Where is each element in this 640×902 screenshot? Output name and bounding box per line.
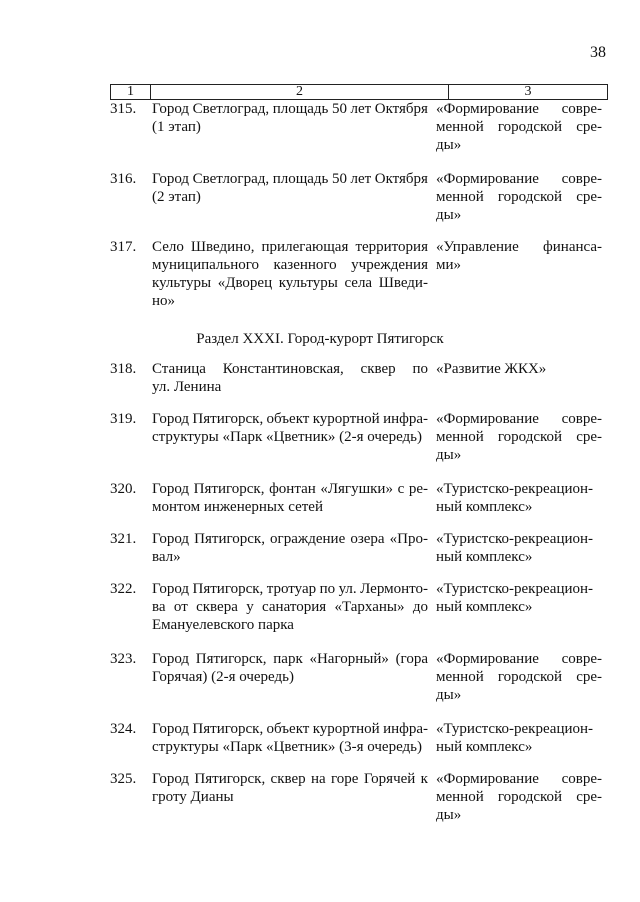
- program-line: «Развитие ЖКХ»: [436, 361, 547, 377]
- program-line: «Формирование совре-: [436, 411, 602, 427]
- row-number: 318.: [110, 361, 137, 377]
- object-line: Город Пятигорск, парк «Нагорный» (гора: [152, 651, 428, 667]
- program-line: менной городской сре-: [436, 669, 602, 685]
- object-line: Емануелевского парка: [152, 617, 294, 633]
- table-row: [110, 100, 610, 154]
- program-cell: [436, 580, 602, 634]
- object-line: ул. Ленина: [152, 379, 222, 395]
- object-line: структуры «Парк «Цветник» (3-я очередь): [152, 739, 423, 755]
- table-row: [110, 720, 610, 756]
- object-line: (2 этап): [152, 189, 201, 205]
- object-line: Город Светлоград, площадь 50 лет Октября: [152, 101, 428, 117]
- program-line: «Формирование совре-: [436, 771, 602, 787]
- table-row: [110, 580, 610, 634]
- program-line: ды»: [436, 207, 462, 223]
- object-cell: [152, 770, 436, 824]
- program-line: ми»: [436, 257, 462, 273]
- object-line: Город Пятигорск, ограждение озера «Про-: [152, 531, 428, 547]
- object-line: муниципального казенного учреждения: [152, 257, 428, 273]
- object-cell: [152, 410, 436, 464]
- program-cell: [436, 530, 602, 566]
- row-number: 319.: [110, 411, 137, 427]
- program-line: менной городской сре-: [436, 119, 602, 135]
- object-line: гроту Дианы: [152, 789, 234, 805]
- program-line: менной городской сре-: [436, 429, 602, 445]
- object-cell: [152, 480, 436, 516]
- program-cell: [436, 360, 602, 396]
- object-cell: [152, 170, 436, 224]
- table-row: [110, 480, 610, 516]
- object-line: Город Пятигорск, объект курортной инфра-: [152, 411, 428, 427]
- column-header-number: 1: [111, 85, 151, 99]
- object-line: Город Пятигорск, объект курортной инфра-: [152, 721, 428, 737]
- row-number: 324.: [110, 721, 137, 737]
- object-line: структуры «Парк «Цветник» (2-я очередь): [152, 429, 423, 445]
- object-cell: [152, 100, 436, 154]
- program-cell: [436, 410, 602, 464]
- object-line: ва от сквера у санатория «Тарханы» до: [152, 599, 428, 615]
- object-line: монтом инженерных сетей: [152, 499, 323, 515]
- program-cell: [436, 650, 602, 704]
- program-line: ды»: [436, 687, 462, 703]
- program-line: ный комплекс»: [436, 739, 533, 755]
- object-cell: [152, 360, 436, 396]
- program-line: «Формирование совре-: [436, 101, 602, 117]
- program-line: «Туристско-рекреацион-: [436, 481, 594, 497]
- object-line: Станица Константиновская, сквер по: [152, 361, 428, 377]
- program-line: менной городской сре-: [436, 189, 602, 205]
- object-line: Село Шведино, прилегающая территория: [152, 239, 428, 255]
- row-number: 315.: [110, 101, 137, 117]
- program-line: «Туристско-рекреацион-: [436, 581, 594, 597]
- row-number: 321.: [110, 531, 137, 547]
- program-line: менной городской сре-: [436, 789, 602, 805]
- program-line: «Туристско-рекреацион-: [436, 531, 594, 547]
- table-row: [110, 360, 610, 396]
- row-number: 316.: [110, 171, 137, 187]
- program-line: ды»: [436, 137, 462, 153]
- program-line: ный комплекс»: [436, 499, 533, 515]
- program-line: ды»: [436, 447, 462, 463]
- program-cell: [436, 720, 602, 756]
- column-header-program: 3: [524, 84, 532, 99]
- object-cell: [152, 720, 436, 756]
- column-header-object: 2: [151, 85, 449, 99]
- table-row: [110, 530, 610, 566]
- table-header: [110, 84, 608, 100]
- row-number: 323.: [110, 651, 137, 667]
- program-cell: [436, 770, 602, 824]
- object-cell: [152, 650, 436, 704]
- row-number: 317.: [110, 239, 137, 255]
- object-line: (1 этап): [152, 119, 201, 135]
- program-line: «Управление финанса-: [436, 239, 602, 255]
- section-heading: Раздел XXXI. Город-курорт Пятигорск: [196, 331, 444, 347]
- object-cell: [152, 530, 436, 566]
- table-row: [110, 170, 610, 224]
- object-line: но»: [152, 293, 176, 309]
- program-cell: [436, 170, 602, 224]
- object-cell: [152, 580, 436, 634]
- program-cell: [436, 100, 602, 154]
- program-line: ды»: [436, 807, 462, 823]
- row-number: 325.: [110, 771, 137, 787]
- program-cell: [436, 238, 602, 310]
- row-number: 320.: [110, 481, 137, 497]
- object-line: культуры «Дворец культуры села Шведи-: [152, 275, 428, 291]
- program-line: «Туристско-рекреацион-: [436, 721, 594, 737]
- object-line: Горячая) (2-я очередь): [152, 669, 294, 685]
- table-row: [110, 770, 610, 824]
- row-number: 322.: [110, 581, 137, 597]
- object-cell: [152, 238, 436, 310]
- table-row: [110, 238, 610, 310]
- program-line: «Формирование совре-: [436, 651, 602, 667]
- object-line: Город Пятигорск, тротуар по ул. Лермонто-: [152, 581, 428, 597]
- table-row: [110, 410, 610, 464]
- object-line: Город Пятигорск, сквер на горе Горячей к: [152, 771, 428, 787]
- program-cell: [436, 480, 602, 516]
- table-row: [110, 650, 610, 704]
- object-line: Город Пятигорск, фонтан «Лягушки» с ре-: [152, 481, 428, 497]
- program-line: «Формирование совре-: [436, 171, 602, 187]
- page-number: 38: [590, 44, 606, 61]
- object-line: Город Светлоград, площадь 50 лет Октября: [152, 171, 428, 187]
- program-line: ный комплекс»: [436, 599, 533, 615]
- program-line: ный комплекс»: [436, 549, 533, 565]
- object-line: вал»: [152, 549, 181, 565]
